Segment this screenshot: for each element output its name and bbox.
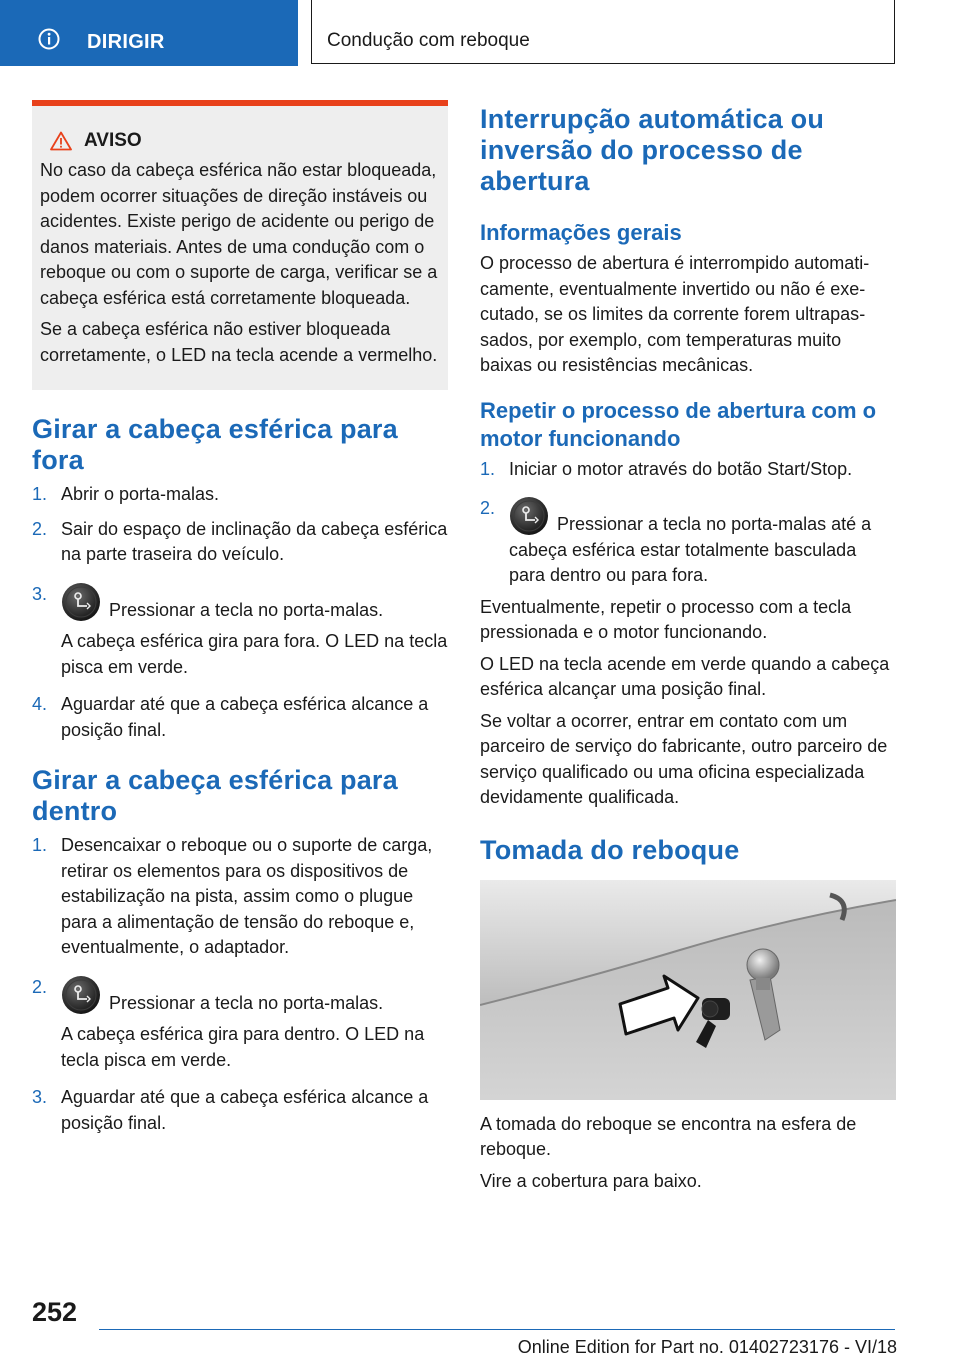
warning-paragraph: No caso da cabeça esférica não estar bloqueada, podem ocorrer situações de direção instáveis ou acidentes. Existe perigo de acidente ou perigo de danos materiais. Antes de uma condução com o reboque ou com o suporte de carga, verificar se a cabeça esférica está corretamente bloqueada. (40, 160, 438, 308)
chapter-title: Condução com reboque (327, 30, 530, 51)
list-item: 1. Abrir o porta-malas. (32, 484, 220, 504)
towbar-key-icon (61, 975, 101, 1015)
info-icon (38, 28, 60, 50)
subheading-repeat: Repetir o processo de abertura com o motor funcionando (480, 397, 877, 451)
paragraph: A tomada do reboque se encontra na esfera de reboque. (480, 1113, 857, 1159)
paragraph: Vire a cobertura para baixo. (480, 1170, 702, 1191)
steps-rotate-out (32, 482, 448, 743)
list-item: 2. Sair do espaço de inclinação da cabeça esférica na parte traseira do veículo. (32, 518, 448, 564)
steps-repeat (480, 457, 896, 589)
subheading-general: Informações gerais (480, 220, 682, 245)
section-label: DIRIGIR (87, 31, 165, 53)
paragraph: O LED na tecla acende em verde quando a cabeça esférica alcançar uma posição final. (480, 653, 890, 699)
list-item: 1. Desencaixar o reboque ou o suporte de carga, retirar os elementos para os dispositivos de estabilização na pista, assim como o plugue para a alimentação de tensão do reboque e, eventualmente, o adaptador. (32, 835, 433, 957)
heading-rotate-in: Girar a cabeça esférica para dentro (32, 765, 398, 826)
edition-text: Online Edition for Part no. 01402723176 - VI/18 (517, 1337, 897, 1357)
list-item: 4. Aguardar até que a cabeça esférica alcance a posição final. (32, 694, 429, 740)
steps-rotate-in (32, 833, 448, 1136)
warning-title: AVISO (50, 130, 438, 152)
warning-paragraph: Se a cabeça esférica não estiver bloqueada corretamente, o LED na tecla acende a vermelho. (40, 319, 438, 365)
towbar-illustration (480, 880, 896, 1100)
warning-triangle-icon (50, 131, 72, 151)
list-item: 3. Pressionar a tecla no porta-malas. A cabeça esférica gira para fora. O LED na tecla pisca em verde. (32, 583, 448, 677)
towbar-key-icon (61, 582, 101, 622)
chapter-tab (311, 0, 895, 64)
towbar-key-icon (509, 496, 549, 536)
heading-interruption: Interrupção automática ou inversão do processo de abertura (480, 104, 825, 196)
paragraph: Eventualmente, repetir o processo com a tecla pressionada e o motor funcionando. (480, 596, 852, 642)
paragraph: Se voltar a ocorrer, entrar em contato com um parceiro de serviço do fabricante, outro parceiro de serviço qualificado ou uma oficina especializada devidamente qualificada. (480, 710, 888, 807)
right-column (480, 104, 896, 1200)
footer-divider (99, 1329, 895, 1330)
towbar-socket-photo (480, 880, 896, 1100)
list-item: 2. Pressionar a tecla no porta-malas. A cabeça esférica gira para dentro. O LED na tecla pisca em verde. (32, 976, 425, 1070)
warning-box (32, 100, 448, 390)
heading-rotate-out: Girar a cabeça esférica para fora (32, 414, 398, 475)
heading-socket: Tomada do reboque (480, 834, 740, 865)
left-column (32, 100, 448, 1145)
list-item: 2. Pressionar a tecla no porta-malas até a cabeça esférica estar totalmente basculada para dentro ou para fora. (480, 498, 872, 585)
section-tab (0, 0, 298, 66)
list-item: 3. Aguardar até que a cabeça esférica alcance a posição final. (32, 1087, 429, 1133)
page-number: 252 (32, 1297, 78, 1327)
list-item: 1. Iniciar o motor através do botão Start/Stop. (480, 458, 853, 479)
paragraph: O processo de abertura é interrompido automaticamente, eventualmente invertido ou não é executado, se os limites da corrente forem ultrapassados, por exemplo, com temperaturas muito baixas ou resistências mecânicas. (480, 253, 870, 375)
